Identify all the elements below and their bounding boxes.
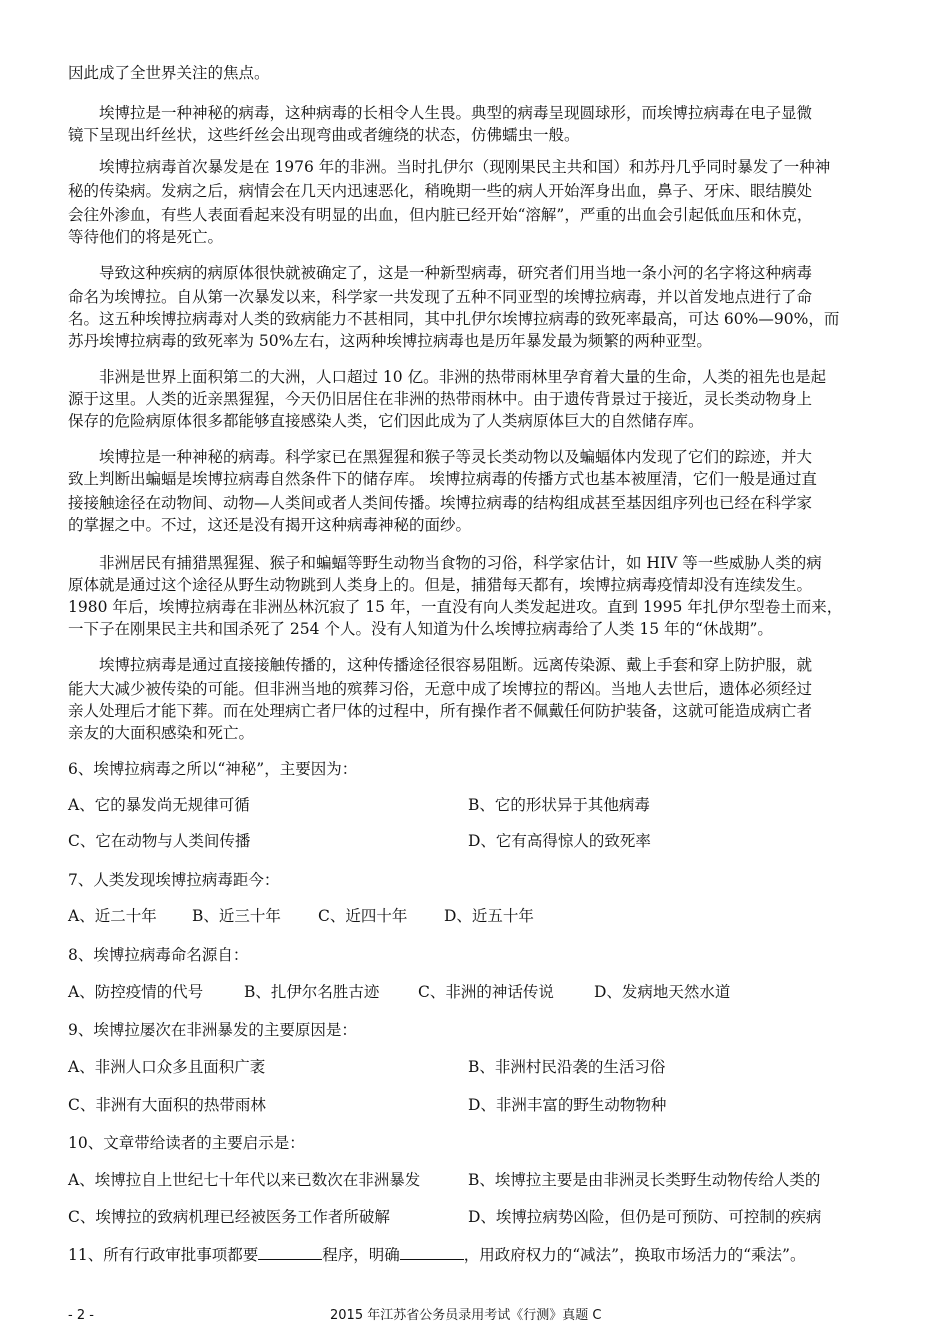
question-11-stem <box>68 1245 805 1265</box>
question-8-option-c[interactable]: C、非洲的神话传说 <box>418 983 554 1001</box>
question-6-stem: 6、埃博拉病毒之所以“神秘”，主要因为： <box>68 760 358 778</box>
question-8-option-b[interactable]: B、扎伊尔名胜古迹 <box>244 983 380 1001</box>
question-9-option-c[interactable]: C、非洲有大面积的热带雨林 <box>68 1096 266 1114</box>
question-7-option-c[interactable]: C、近四十年 <box>318 907 408 925</box>
question-10-option-c[interactable]: C、埃博拉的致病机理已经被医务工作者所破解 <box>68 1208 390 1226</box>
passage-line: 一下子在刚果民主共和国杀死了 254 个人。没有人知道为什么埃博拉病毒给了人类 15 年的“休战期”。 <box>68 620 773 638</box>
passage-line: 苏丹埃博拉病毒的致死率为 50%左右，这两种埃博拉病毒也是历年暴发最为频繁的两种亚型。 <box>68 332 712 350</box>
question-11-text-part3: ，用政府权力的“减法”，换取市场活力的“乘法”。 <box>463 1246 806 1264</box>
question-11-text-part2: 程序，明确 <box>322 1246 400 1264</box>
question-6-option-d[interactable]: D、它有高得惊人的致死率 <box>468 832 651 850</box>
passage-line: 亲人处理后才能下葬。而在处理病亡者尸体的过程中，所有操作者不佩戴任何防护装备，这就可能造成病亡者 <box>68 702 813 720</box>
passage-line: 等待他们的将是死亡。 <box>68 228 224 246</box>
question-10-option-d[interactable]: D、埃博拉病势凶险，但仍是可预防、可控制的疾病 <box>468 1208 822 1226</box>
passage-line: 埃博拉病毒是通过直接接触传播的，这种传播途径很容易阻断。远离传染源、戴上手套和穿上防护服，就 <box>68 656 813 674</box>
passage-line: 源于这里。人类的近亲黑猩猩，今天仍旧居住在非洲的热带雨林中。由于遗传背景过于接近，灵长类动物身上 <box>68 390 813 408</box>
passage-line: 镜下呈现出纤丝状，这些纤丝会出现弯曲或者缠绕的状态，仿佛蠕虫一般。 <box>68 126 580 144</box>
passage-line: 致上判断出蝙蝠是埃博拉病毒自然条件下的储存库。 埃博拉病毒的传播方式也基本被厘清，它们一般是通过直 <box>68 470 817 488</box>
question-11-blank-1[interactable] <box>258 1259 322 1260</box>
question-6-option-a[interactable]: A、它的暴发尚无规律可循 <box>68 796 250 814</box>
passage-line: 接接触途径在动物间、动物—人类间或者人类间传播。埃博拉病毒的结构组成甚至基因组序列也已经在科学家 <box>68 494 813 512</box>
passage-line: 保存的危险病原体很多都能够直接感染人类，它们因此成为了人类病原体巨大的自然储存库。 <box>68 412 704 430</box>
question-7-option-d[interactable]: D、近五十年 <box>444 907 534 925</box>
passage-line: 因此成了全世界关注的焦点。 <box>68 64 270 82</box>
passage-line: 埃博拉病毒首次暴发是在 1976 年的非洲。当时扎伊尔（现刚果民主共和国）和苏丹几乎同时暴发了一种神 <box>68 158 831 176</box>
question-9-stem: 9、埃博拉屡次在非洲暴发的主要原因是： <box>68 1021 357 1039</box>
question-8-option-d[interactable]: D、发病地天然水道 <box>594 983 731 1001</box>
question-7-option-a[interactable]: A、近二十年 <box>68 907 157 925</box>
passage-line: 的掌握之中。不过，这还是没有揭开这种病毒神秘的面纱。 <box>68 516 472 534</box>
question-7-stem: 7、人类发现埃博拉病毒距今： <box>68 871 280 889</box>
passage-line: 非洲是世界上面积第二的大洲，人口超过 10 亿。非洲的热带雨林里孕育着大量的生命，人类的祖先也是起 <box>68 368 827 386</box>
question-6-option-b[interactable]: B、它的形状异于其他病毒 <box>468 796 650 814</box>
question-9-option-d[interactable]: D、非洲丰富的野生动物物种 <box>468 1096 667 1114</box>
passage-line: 非洲居民有捕猎黑猩猩、猴子和蝙蝠等野生动物当食物的习俗，科学家估计，如 HIV 等一些威胁人类的病 <box>68 554 822 572</box>
question-8-stem: 8、埃博拉病毒命名源自： <box>68 946 249 964</box>
passage-line: 能大大减少被传染的可能。但非洲当地的殡葬习俗，无意中成了埃博拉的帮凶。当地人去世后，遗体必须经过 <box>68 680 813 698</box>
passage-line: 埃博拉是一种神秘的病毒，这种病毒的长相令人生畏。典型的病毒呈现圆球形，而埃博拉病毒在电子显微 <box>68 104 813 122</box>
page-number: - 2 - <box>68 1308 94 1323</box>
question-8-option-a[interactable]: A、防控疫情的代号 <box>68 983 204 1001</box>
question-6-option-c[interactable]: C、它在动物与人类间传播 <box>68 832 251 850</box>
passage-line: 名。这五种埃博拉病毒对人类的致病能力不甚相同，其中扎伊尔埃博拉病毒的致死率最高，可达 60%—90%，而 <box>68 310 840 328</box>
passage-line: 命名为埃博拉。自从第一次暴发以来，科学家一共发现了五种不同亚型的埃博拉病毒，并以首发地点进行了命 <box>68 288 813 306</box>
question-11-blank-2[interactable] <box>400 1259 464 1260</box>
passage-line: 会往外渗血，有些人表面看起来没有明显的出血，但内脏已经开始“溶解”，严重的出血会引起低血压和休克， <box>68 206 813 224</box>
passage-line: 秘的传染病。发病之后，病情会在几天内迅速恶化，稍晚期一些的病人开始浑身出血，鼻子、牙床、眼结膜处 <box>68 182 813 200</box>
passage-line: 原体就是通过这个途径从野生动物跳到人类身上的。但是，捕猎每天都有，埃博拉病毒疫情却没有连续发生。 <box>68 576 813 594</box>
question-10-option-b[interactable]: B、埃博拉主要是由非洲灵长类野生动物传给人类的 <box>468 1171 821 1189</box>
question-7-option-b[interactable]: B、近三十年 <box>192 907 281 925</box>
passage-line: 埃博拉是一种神秘的病毒。科学家已在黑猩猩和猴子等灵长类动物以及蝙蝠体内发现了它们的踪迹，并大 <box>68 448 813 466</box>
passage-line: 导致这种疾病的病原体很快就被确定了，这是一种新型病毒，研究者们用当地一条小河的名字将这种病毒 <box>68 264 813 282</box>
footer-title: 2015 年江苏省公务员录用考试《行测》真题 C <box>330 1308 602 1323</box>
question-9-option-b[interactable]: B、非洲村民沿袭的生活习俗 <box>468 1058 666 1076</box>
question-9-option-a[interactable]: A、非洲人口众多且面积广袤 <box>68 1058 266 1076</box>
question-10-option-a[interactable]: A、埃博拉自上世纪七十年代以来已数次在非洲暴发 <box>68 1171 421 1189</box>
passage-line: 亲友的大面积感染和死亡。 <box>68 724 255 742</box>
passage-line: 1980 年后，埃博拉病毒在非洲丛林沉寂了 15 年，一直没有向人类发起进攻。直到 1995 年扎伊尔型卷土而来， <box>68 598 843 616</box>
question-10-stem: 10、文章带给读者的主要启示是： <box>68 1134 305 1152</box>
question-11-text-part1: 11、所有行政审批事项都要 <box>68 1246 259 1264</box>
